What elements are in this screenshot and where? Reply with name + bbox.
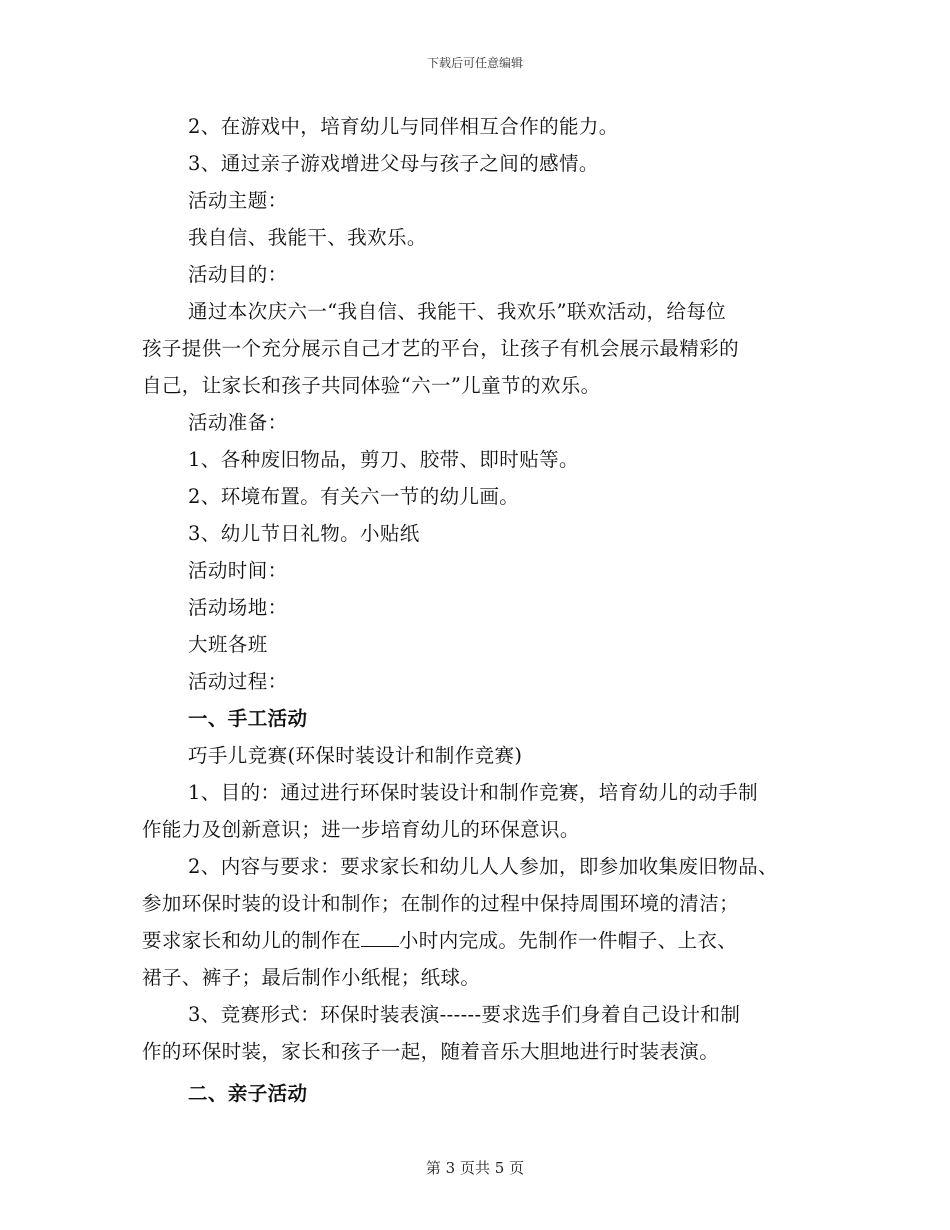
text-line: 1、各种废旧物品，剪刀、胶带、即时贴等。: [188, 448, 579, 471]
text-line: 孩子提供一个充分展示自己才艺的平台，让孩子有机会展示最精彩的: [142, 337, 740, 360]
text-segment: 要求家长和幼儿的制作在: [142, 929, 361, 952]
page-footer: 第 3 页共 5 页: [425, 1159, 525, 1177]
text-line: 活动目的：: [188, 263, 288, 286]
text-line: 作能力及创新意识；进一步培育幼儿的环保意识。: [142, 818, 580, 841]
fill-in-blank: [361, 930, 399, 947]
text-line: 自己，让家长和孩子共同体验“六一”儿童节的欢乐。: [142, 374, 601, 397]
text-line: 通过本次庆六一“我自信、我能干、我欢乐”联欢活动，给每位: [188, 300, 727, 323]
section-heading: 二、亲子活动: [188, 1082, 308, 1105]
text-line: 2、在游戏中，培育幼儿与同伴相互合作的能力。: [188, 115, 619, 138]
text-line: 2、内容与要求：要求家长和幼儿人人参加，即参加收集废旧物品、: [188, 855, 778, 878]
text-line: 1、目的：通过进行环保时装设计和制作竞赛，培育幼儿的动手制: [188, 781, 759, 804]
text-line: 作的环保时装，家长和孩子一起，随着音乐大胆地进行时装表演。: [142, 1040, 720, 1063]
page-header: 下载后可任意编辑: [426, 56, 523, 70]
text-line-with-blank: [142, 922, 822, 959]
text-line: 活动准备：: [188, 411, 288, 434]
text-line: 3、竞赛形式：环保时装表演------要求选手们身着自己设计和制: [188, 1003, 741, 1026]
text-line: 我自信、我能干、我欢乐。: [188, 226, 427, 249]
text-line: 大班各班: [188, 633, 268, 656]
section-heading: 一、手工活动: [188, 707, 308, 730]
text-line: 裙子、裤子；最后制作小纸棍；纸球。: [142, 966, 481, 989]
text-line: 3、幼儿节日礼物。小贴纸: [188, 522, 420, 545]
text-line: 参加环保时装的设计和制作；在制作的过程中保持周围环境的清洁；: [142, 892, 740, 915]
text-line: 活动时间：: [188, 559, 288, 582]
text-line: 活动主题：: [188, 189, 288, 212]
text-line: 3、通过亲子游戏增进父母与孩子之间的感情。: [188, 152, 599, 175]
text-line: 2、环境布置。有关六一节的幼儿画。: [188, 485, 520, 508]
text-line: 活动场地：: [188, 596, 288, 619]
text-segment: 小时内完成。先制作一件帽子、上衣、: [398, 929, 738, 952]
document-body: [142, 108, 822, 1114]
text-line: 活动过程：: [188, 670, 288, 693]
text-line: 巧手儿竞赛(环保时装设计和制作竞赛): [188, 744, 523, 767]
